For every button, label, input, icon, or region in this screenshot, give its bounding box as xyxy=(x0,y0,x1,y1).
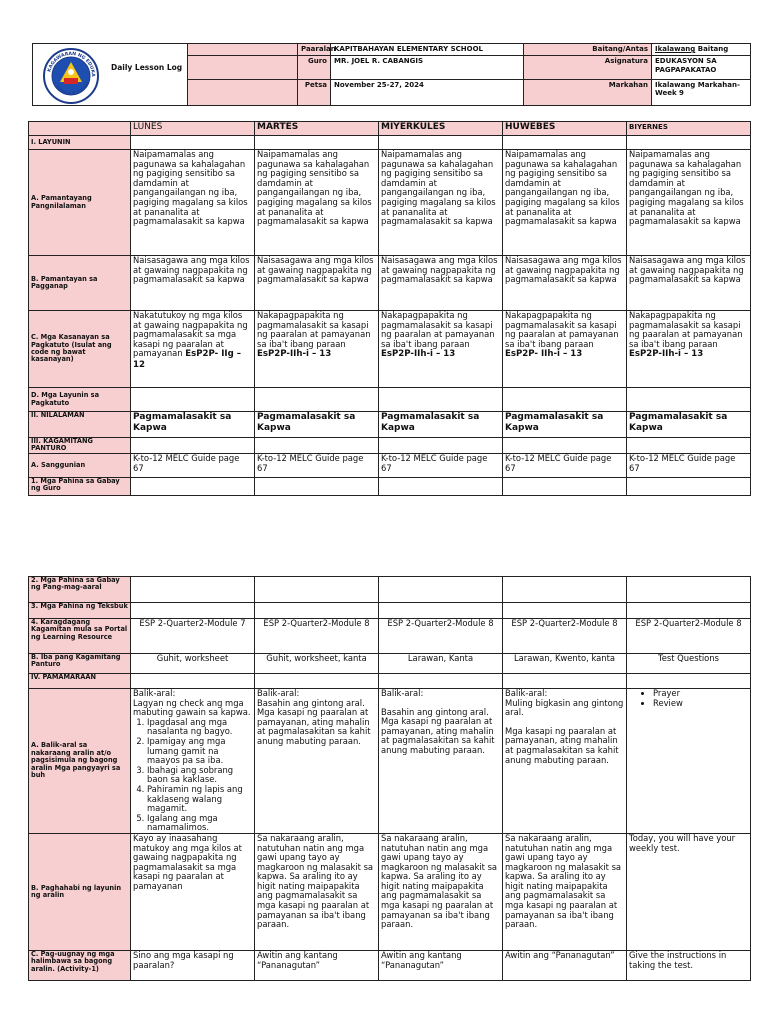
list-item: 5. Igalang ang mga namamalimos. xyxy=(147,814,252,833)
table-cell: Pagmamalasakit sa Kapwa xyxy=(131,412,255,438)
table-cell: Naipamamalas ang pagunawa sa kahalagahan ng pagiging sensitibo sa damdamin at pangangailangan ng iba, pagiging magalang sa kilos at pananalita at pagmamalasakit sa kapwa xyxy=(627,150,751,256)
table-cell: K-to-12 MELC Guide page 67 xyxy=(503,454,627,478)
table-cell: Give the instructions in taking the test. xyxy=(627,950,751,980)
seal-text: KAGAWARAN NG EDUKA xyxy=(47,51,96,77)
pamantayang-pangnilalaman-label: A. Pamantayang Pangnilalaman xyxy=(29,150,131,256)
logo-cell xyxy=(33,44,188,106)
table-cell: Awitin ang kantang “Pananagutan” xyxy=(255,950,379,980)
lesson-table-part2 xyxy=(28,576,751,981)
layunin-sa-pagkatuto-label: D. Mga Layunin sa Pagkatuto xyxy=(29,388,131,412)
table-cell: Balik-aral: Muling bigkasin ang gintong aral. Mga kasapi ng paaralan at pamayanan, ating mahalin at pagmalasakitan sa kahit anung mabuting paraan. xyxy=(503,689,627,834)
table-cell: Larawan, Kwento, kanta xyxy=(503,654,627,674)
balik-aral-label: A. Balik-aral sa nakaraang aralin at/o pagsisimula ng bagong aralin Mga pangyayri sa buh xyxy=(29,689,131,834)
table-cell: Larawan, Kanta xyxy=(379,654,503,674)
kasanayan-label: C. Mga Kasanayan sa Pagkatuto (Isulat ang code ng bawat kasanayan) xyxy=(29,311,131,388)
table-cell: Test Questions xyxy=(627,654,751,674)
layunin-label: I. LAYUNIN xyxy=(29,136,131,150)
pag-uugnay-label: C. Pag-uugnay ng mga halimbawa sa bagong aralin. (Activity-1) xyxy=(29,950,131,980)
table-cell: Balik-aral: Basahin ang gintong aral. Mga kasapi ng paaralan at pamayanan, ating mahalin at pagmalasakitan sa kahit anung mabuting paraan. xyxy=(379,689,503,834)
table-cell: ESP 2-Quarter2-Module 8 xyxy=(255,619,379,654)
table-cell: Naipamamalas ang pagunawa sa kahalagahan ng pagiging sensitibo sa damdamin at pangangailangan ng iba, pagiging magalang sa kilos at pananalita at pagmamalasakit sa kapwa xyxy=(131,150,255,256)
paaralan-value: KAPITBAHAYAN ELEMENTARY SCHOOL xyxy=(331,44,524,56)
table-cell: Balik-aral: Basahin ang gintong aral. Mga kasapi ng paaralan at pamayanan, ating mahalin at pagmalasakitan sa kahit anung mabuting paraan. xyxy=(255,689,379,834)
balik-aral-list xyxy=(133,718,252,833)
table-cell: K-to-12 MELC Guide page 67 xyxy=(255,454,379,478)
table-cell: K-to-12 MELC Guide page 67 xyxy=(627,454,751,478)
gabay-mag-aaral-label: 2. Mga Pahina sa Gabay ng Pang-mag-aaral xyxy=(29,577,131,603)
table-cell: Naisasagawa ang mga kilos at gawaing nagpapakita ng pagmamalasakit sa kapwa xyxy=(379,256,503,311)
table-cell: Today, you will have your weekly test. xyxy=(627,833,751,950)
markahan-label: Markahan xyxy=(524,79,652,106)
table-cell: Pagmamalasakit sa Kapwa xyxy=(503,412,627,438)
table-cell: Sa nakaraang aralin, natutuhan natin ang mga gawi upang tayo ay magkaroon ng malasakit sa kapwa. Sa araling ito ay higit nating maipapakita ang pagmamalasakit sa mga kasapi ng paaralan at pamayanan sa iba't ibang paraan. xyxy=(503,833,627,950)
table-cell: Naisasagawa ang mga kilos at gawaing nagpapakita ng pagmamalasakit sa kapwa xyxy=(131,256,255,311)
table-cell: Nakapagpapakita ng pagmamalasakit sa kasapi ng paaralan at pamayanan sa iba't ibang paraan EsP2P-IIh-i – 13 xyxy=(255,311,379,388)
petsa-value: November 25-27, 2024 xyxy=(331,79,524,106)
table-cell: Naisasagawa ang mga kilos at gawaing nagpapakita ng pagmamalasakit sa kapwa xyxy=(255,256,379,311)
baitang-label: Baitang/Antas xyxy=(524,44,652,56)
list-item: 1. Ipagdasal ang mga nasalanta ng bagyo. xyxy=(147,718,252,737)
baitang-value: Ikalawang Baitang xyxy=(652,44,751,56)
kagamitang-panturo-label: III. KAGAMITANG PANTURO xyxy=(29,438,131,454)
table-cell xyxy=(627,689,751,834)
petsa-label: Petsa xyxy=(298,79,331,106)
day-header-miyerkules: MIYERKULES xyxy=(379,122,503,136)
table-cell: Nakatutukoy ng mga kilos at gawaing nagpapakita ng pagmamalasakit sa mga kasapi ng paaralan at pamayanan EsP2P- IIg – 12 xyxy=(131,311,255,388)
table-cell: Sa nakaraang aralin, natutuhan natin ang mga gawi upang tayo ay magkaroon ng malasakit sa kapwa. Sa araling ito ay higit nating maipapakita ang pagmamalasakit sa mga kasapi ng paaralan at pamayanan sa iba't ibang paraan. xyxy=(255,833,379,950)
list-item: 2. Ipamigay ang mga lumang gamit na maayos pa sa iba. xyxy=(147,737,252,766)
lesson-table-part1 xyxy=(28,121,751,496)
table-cell: Awitin ang kantang “Pananagutan” xyxy=(379,950,503,980)
day-header-lunes: LUNES xyxy=(131,122,255,136)
karagdagang-kagamitan-label: 4. Karagdagang Kagamitan mula sa Portal ng Learning Resource xyxy=(29,619,131,654)
table-cell: Guhit, worksheet xyxy=(131,654,255,674)
paaralan-label: Paaralan xyxy=(298,44,331,56)
list-item: 3. Ibahagi ang sobrang baon sa kaklase. xyxy=(147,766,252,785)
table-cell: Sino ang mga kasapi ng paaralan? xyxy=(131,950,255,980)
markahan-value: Ikalawang Markahan-Week 9 xyxy=(652,79,751,106)
table-cell: Naipamamalas ang pagunawa sa kahalagahan ng pagiging sensitibo sa damdamin at pangangailangan ng iba, pagiging magalang sa kilos at pananalita at pagmamalasakit sa kapwa xyxy=(503,150,627,256)
table-cell: Pagmamalasakit sa Kapwa xyxy=(379,412,503,438)
list-item: • Review xyxy=(653,699,748,709)
table-cell: Naipamamalas ang pagunawa sa kahalagahan ng pagiging sensitibo sa damdamin at pangangailangan ng iba, pagiging magalang sa kilos at pananalita at pagmamalasakit sa kapwa xyxy=(255,150,379,256)
deped-seal-icon xyxy=(42,48,100,104)
table-cell: Pagmamalasakit sa Kapwa xyxy=(255,412,379,438)
day-header-huwebes: HUWEBES xyxy=(503,122,627,136)
iba-pang-kagamitan-label: B. Iba pang Kagamitang Panturo xyxy=(29,654,131,674)
list-item: 4. Pahiramin ng lapis ang kaklaseng walang magamit. xyxy=(147,785,252,814)
test-list xyxy=(629,689,748,708)
document-title: Daily Lesson Log xyxy=(111,63,183,72)
table-cell: Balik-aral: Lagyan ng check ang mga mabuting gawain sa kapwa. 1. Ipagdasal ang mga nasalanta ng bagyo. 2. Ipamigay ang mga lumang gamit na maayos pa sa iba. 3. Ibahagi ang sobrang baon sa kaklase. 4. Pahiramin ng lapis ang kaklaseng walang magamit. 5. Igalang ang mga namamalimos. xyxy=(131,689,255,834)
table-cell: ESP 2-Quarter2-Module 8 xyxy=(379,619,503,654)
day-header-martes: MARTES xyxy=(255,122,379,136)
table-cell: Guhit, worksheet, kanta xyxy=(255,654,379,674)
table-cell: Kayo ay inaasahang matukoy ang mga kilos at gawaing nagpapakita ng pagmamalasakit sa mga kasapi ng paaralan at pamayanan xyxy=(131,833,255,950)
table-cell: Naisasagawa ang mga kilos at gawaing nagpapakita ng pagmamalasakit sa kapwa xyxy=(627,256,751,311)
header-table xyxy=(32,43,751,106)
sanggunian-label: A. Sanggunian xyxy=(29,454,131,478)
table-cell: Awitin ang “Pananagutan” xyxy=(503,950,627,980)
nilalaman-label: II. NILALAMAN xyxy=(29,412,131,438)
table-cell: ESP 2-Quarter2-Module 7 xyxy=(131,619,255,654)
table-cell: Sa nakaraang aralin, natutuhan natin ang mga gawi upang tayo ay magkaroon ng malasakit sa kapwa. Sa araling ito ay higit nating maipapakita ang pagmamalasakit sa mga kasapi ng paaralan at pamayanan sa iba't ibang paraan. xyxy=(379,833,503,950)
pamantayan-sa-pagganap-label: B. Pamantayan sa Pagganap xyxy=(29,256,131,311)
table-cell: Naipamamalas ang pagunawa sa kahalagahan ng pagiging sensitibo sa damdamin at pangangailangan ng iba, pagiging magalang sa kilos at pananalita at pagmamalasakit sa kapwa xyxy=(379,150,503,256)
table-cell: ESP 2-Quarter2-Module 8 xyxy=(627,619,751,654)
table-cell: Pagmamalasakit sa Kapwa xyxy=(627,412,751,438)
gabay-guro-label: 1. Mga Pahina sa Gabay ng Guro xyxy=(29,478,131,496)
table-cell: K-to-12 MELC Guide page 67 xyxy=(379,454,503,478)
teksbuk-label: 3. Mga Pahina ng Teksbuk xyxy=(29,603,131,619)
pamamaraan-label: IV. PAMAMARAAN xyxy=(29,674,131,689)
asignatura-value: EDUKASYON SA PAGPAPAKATAO xyxy=(652,56,751,79)
table-cell: K-to-12 MELC Guide page 67 xyxy=(131,454,255,478)
table-cell: Naisasagawa ang mga kilos at gawaing nagpapakita ng pagmamalasakit sa kapwa xyxy=(503,256,627,311)
asignatura-label: Asignatura xyxy=(524,56,652,79)
day-header-biyernes: BIYERNES xyxy=(627,122,751,136)
table-cell: ESP 2-Quarter2-Module 8 xyxy=(503,619,627,654)
guro-label: Guro xyxy=(298,56,331,79)
table-cell: Nakapagpapakita ng pagmamalasakit sa kasapi ng paaralan at pamayanan sa iba't ibang paraan EsP2P-IIh-i – 13 xyxy=(379,311,503,388)
paghahabi-label: B. Paghahabi ng layunin ng aralin xyxy=(29,833,131,950)
table-cell: Nakapagpapakita ng pagmamalasakit sa kasapi ng paaralan at pamayanan sa iba't ibang paraan EsP2P- IIh-i – 13 xyxy=(503,311,627,388)
guro-value: MR. JOEL R. CABANGIS xyxy=(331,56,524,79)
list-item: • Prayer xyxy=(653,689,748,699)
table-cell: Nakapagpapakita ng pagmamalasakit sa kasapi ng paaralan at pamayanan sa iba't ibang paraan EsP2P-IIh-i – 13 xyxy=(627,311,751,388)
seal-bottom-text: REPUBLIKA NG PILIPINAS xyxy=(54,80,90,95)
